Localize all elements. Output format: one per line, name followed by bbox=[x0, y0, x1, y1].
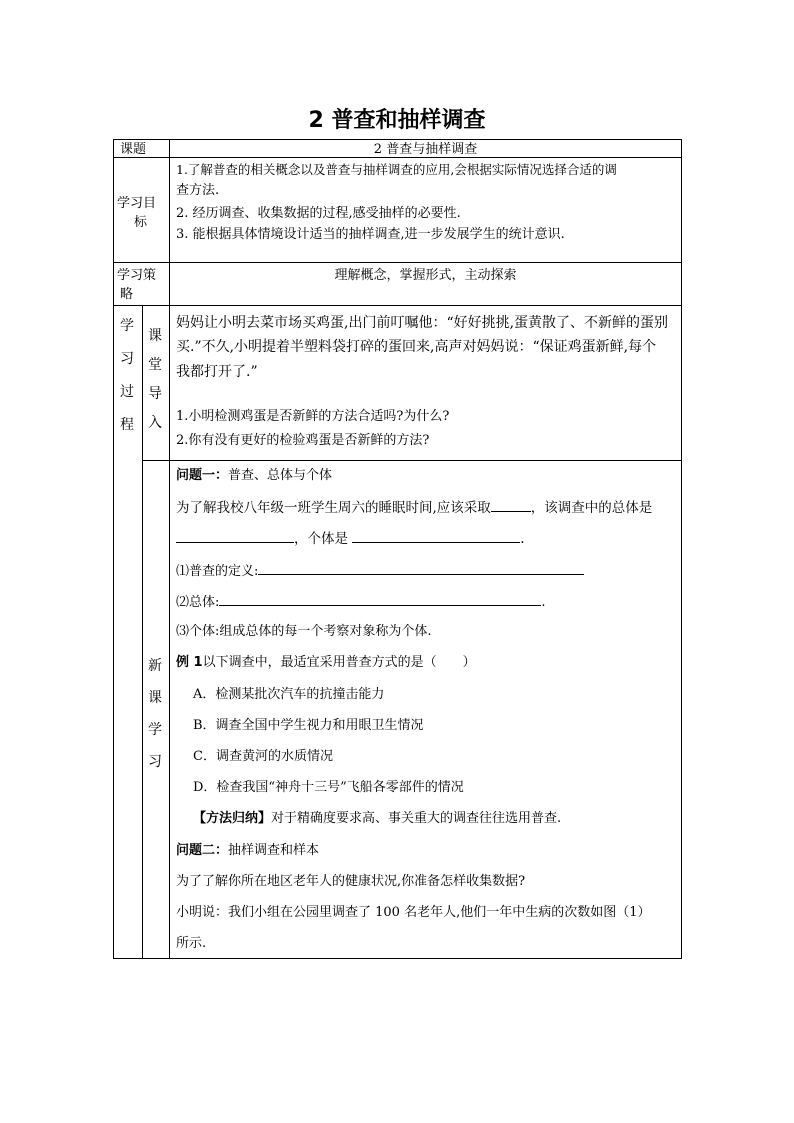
goals-label: 标 bbox=[134, 215, 148, 230]
intro-label-char: 堂 bbox=[148, 357, 162, 373]
process-label-char: 程 bbox=[120, 417, 134, 433]
intro-label-char: 导 bbox=[148, 386, 162, 402]
new-lesson-label-char: 新 bbox=[148, 658, 162, 674]
question-two-line: 小明说：我们小组在公园里调查了 100 名老年人,他们一年中生病的次数如图（1） bbox=[176, 905, 651, 920]
question-one-heading: 问题一： bbox=[176, 468, 229, 483]
table-rule bbox=[113, 305, 682, 306]
intro-question: 2.你有没有更好的检验鸡蛋是否新鲜的方法? bbox=[176, 433, 430, 448]
example-one bbox=[176, 655, 476, 670]
table-border-top bbox=[113, 139, 682, 140]
prompt-text: ，个体是 bbox=[294, 531, 348, 547]
new-lesson-label bbox=[145, 650, 165, 778]
table-rule bbox=[113, 157, 682, 158]
goal-item: 查方法. bbox=[176, 183, 220, 198]
prompt-text: 为了解我校八年级一班学生周六的睡眠时间,应该采取 bbox=[176, 500, 491, 516]
method-label: 【方法归纳】 bbox=[193, 811, 272, 826]
page-title: 2 普查和抽样调查 bbox=[308, 108, 486, 133]
definition-census bbox=[176, 562, 584, 579]
strategy-label: 学习策 bbox=[117, 268, 157, 283]
method-text: 对于精确度要求高、事关重大的调查往往选用普查. bbox=[271, 811, 562, 826]
question-one-prompt bbox=[176, 499, 652, 516]
process-label bbox=[117, 310, 137, 442]
process-label-char: 过 bbox=[120, 384, 134, 400]
definition-label: ⑴普查的定义: bbox=[176, 564, 259, 579]
intro-label-char: 入 bbox=[148, 415, 162, 431]
option-item: C．调查黄河的水质情况 bbox=[193, 749, 333, 764]
definition-individual: ⑶个体:组成总体的每一个考察对象称为个体. bbox=[176, 624, 432, 639]
prompt-text: ，该调查中的总体是 bbox=[530, 500, 653, 516]
blank-census-definition[interactable] bbox=[258, 562, 584, 575]
table-border-bottom bbox=[113, 958, 682, 959]
question-two-text: 抽样调查和样本 bbox=[228, 843, 320, 858]
table-border-left bbox=[113, 139, 114, 959]
new-lesson-label-char: 学 bbox=[148, 722, 162, 738]
method-summary bbox=[193, 811, 561, 826]
definition-label: ⑵总体: bbox=[176, 595, 220, 610]
strategy-label: 略 bbox=[120, 287, 134, 302]
blank-individual[interactable] bbox=[352, 530, 520, 543]
prompt-text: . bbox=[520, 531, 525, 547]
process-label-char: 习 bbox=[120, 351, 134, 367]
goal-item: 3. 能根据具体情境设计适当的抽样调查,进一步发展学生的统计意识. bbox=[176, 227, 565, 242]
question-one bbox=[176, 468, 332, 483]
table-border-right bbox=[681, 139, 682, 959]
intro-line: 妈妈让小明去菜市场买鸡蛋,出门前叮嘱他：“好好挑挑,蛋黄散了、不新鲜的蛋别 bbox=[176, 315, 669, 331]
example-label: 例 1 bbox=[176, 655, 203, 670]
question-one-prompt-2 bbox=[176, 530, 525, 547]
table-rule bbox=[113, 262, 682, 263]
option-item: D．检查我国“神舟十三号”飞船各零部件的情况 bbox=[193, 780, 464, 795]
intro-line: 买.”不久,小明提着半塑料袋打碎的蛋回来,高声对妈妈说：“保证鸡蛋新鲜,每个 bbox=[176, 339, 657, 355]
goal-item: 2. 经历调查、收集数据的过程,感受抽样的必要性. bbox=[176, 206, 461, 221]
question-one-text: 普查、总体与个体 bbox=[228, 468, 333, 483]
definition-population bbox=[176, 593, 546, 610]
goals-label: 学习目 bbox=[117, 196, 157, 211]
table-rule bbox=[142, 305, 143, 959]
process-label-char: 学 bbox=[120, 318, 134, 334]
new-lesson-label-char: 习 bbox=[148, 754, 162, 770]
intro-label-char: 课 bbox=[148, 328, 162, 344]
question-two-heading: 问题二： bbox=[176, 843, 229, 858]
intro-line: 我都打开了.” bbox=[176, 364, 258, 380]
goal-item: 1.了解普查的相关概念以及普查与抽样调查的应用,会根据实际情况选择合适的调 bbox=[176, 162, 617, 177]
intro-label bbox=[145, 322, 165, 438]
table-rule bbox=[169, 139, 170, 959]
blank-population[interactable] bbox=[176, 530, 294, 543]
blank-population-definition[interactable] bbox=[219, 593, 541, 606]
intro-question: 1.小明检测鸡蛋是否新鲜的方法合适吗?为什么? bbox=[176, 409, 450, 424]
topic-label: 课题 bbox=[120, 142, 147, 157]
strategy-value: 理解概念，掌握形式，主动探索 bbox=[334, 268, 517, 283]
question-two-line: 所示. bbox=[176, 936, 207, 951]
example-text: 以下调查中，最适宜采用普查方式的是（ ） bbox=[202, 655, 476, 670]
question-two bbox=[176, 843, 319, 858]
new-lesson-label-char: 课 bbox=[148, 690, 162, 706]
option-item: B．调查全国中学生视力和用眼卫生情况 bbox=[193, 718, 424, 733]
table-rule bbox=[142, 460, 682, 461]
question-two-line: 为了了解你所在地区老年人的健康状况,你准备怎样收集数据? bbox=[176, 874, 526, 889]
blank-survey-method[interactable] bbox=[491, 499, 531, 512]
option-item: A．检测某批次汽车的抗撞击能力 bbox=[193, 687, 385, 702]
definition-end: . bbox=[541, 595, 546, 610]
topic-value: 2 普查与抽样调查 bbox=[373, 142, 478, 157]
